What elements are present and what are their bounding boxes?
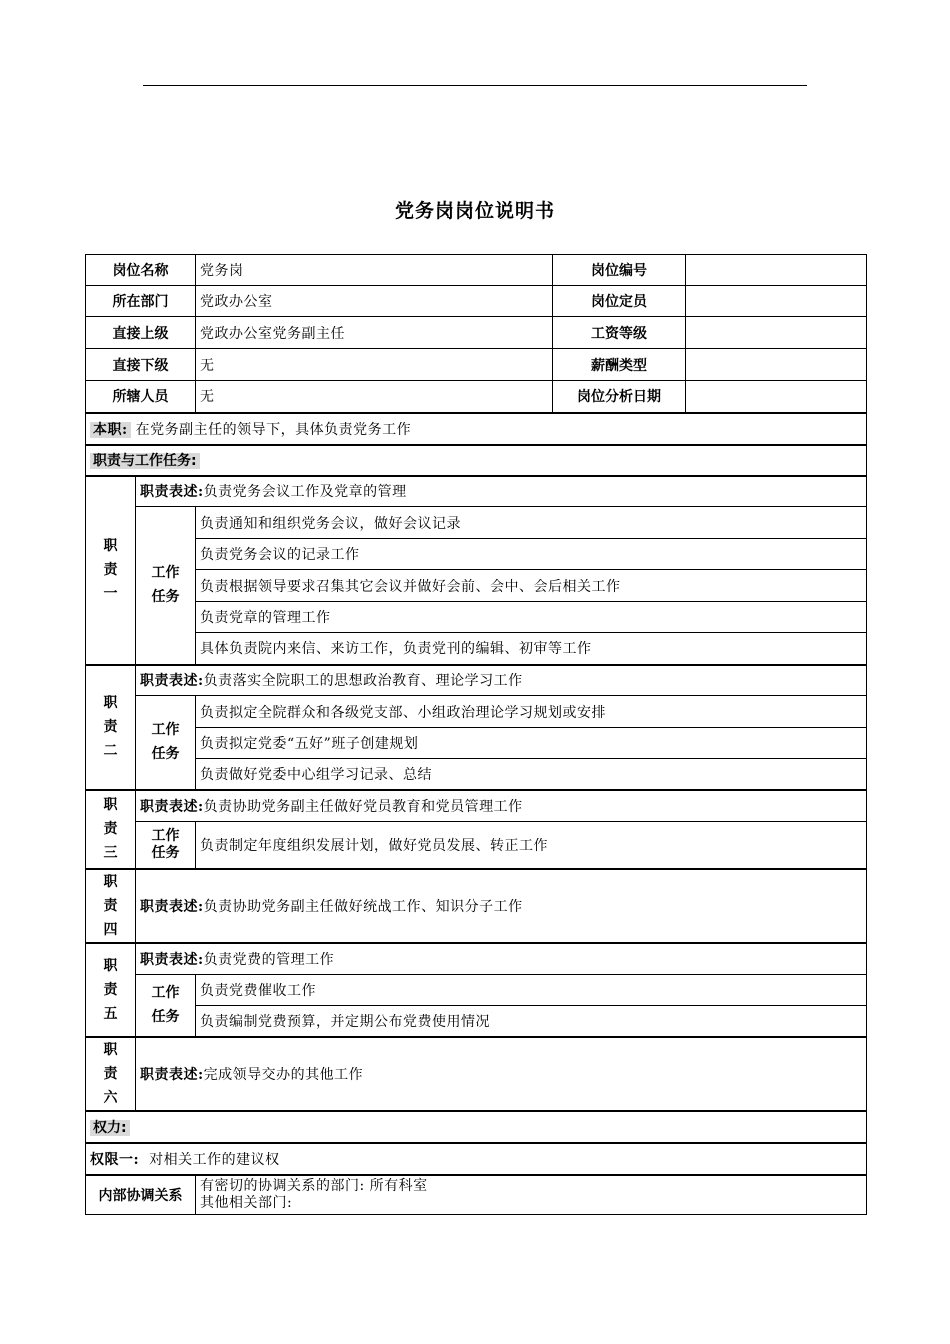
task-row xyxy=(86,728,867,759)
info-row xyxy=(86,286,867,317)
power-header xyxy=(86,1111,867,1143)
task-item: 负责党章的管理工作 xyxy=(196,602,867,633)
info-value: 党政办公室党务副主任 xyxy=(196,317,553,349)
coordination-row xyxy=(86,1175,867,1215)
info-label: 直接下级 xyxy=(86,349,196,381)
info-label: 工资等级 xyxy=(553,317,686,349)
power-header-row xyxy=(86,1111,867,1143)
document-title: 党务岗岗位说明书 xyxy=(394,200,555,222)
info-label: 薪酬类型 xyxy=(553,349,686,381)
duty-row xyxy=(86,790,867,822)
task-item: 负责做好党委中心组学习记录、总结 xyxy=(196,759,867,790)
duty-desc-text: 负责协助党务副主任做好统战工作、知识分子工作 xyxy=(203,898,523,915)
coordination-detail xyxy=(196,1175,867,1215)
task-row xyxy=(86,507,867,539)
info-row xyxy=(86,255,867,286)
duty-description xyxy=(136,869,867,943)
duty-label: 职 责 六 xyxy=(86,1037,136,1111)
duty-label: 职 责 二 xyxy=(86,665,136,790)
core-duty-text: 在党务副主任的领导下，具体负责党务工作 xyxy=(135,421,412,438)
power-limit-label: 权限一: xyxy=(90,1151,140,1168)
power-header-label: 权力: xyxy=(90,1120,130,1136)
duty-desc-label: 职责表述: xyxy=(140,798,204,815)
duty-row xyxy=(86,1037,867,1111)
task-row xyxy=(86,570,867,602)
header-rule xyxy=(143,85,807,86)
info-label: 所在部门 xyxy=(86,286,196,317)
info-value: 无 xyxy=(196,349,553,381)
info-row xyxy=(86,349,867,381)
info-value: 党政办公室 xyxy=(196,286,553,317)
task-label: 工作 任务 xyxy=(136,822,196,869)
task-row xyxy=(86,602,867,633)
duties-header xyxy=(86,445,867,476)
info-label: 岗位编号 xyxy=(553,255,686,286)
duty-desc-label: 职责表述: xyxy=(140,951,204,968)
duty-description xyxy=(136,476,867,507)
task-label: 工作 任务 xyxy=(136,975,196,1037)
info-label: 所辖人员 xyxy=(86,381,196,413)
task-item: 负责党务会议的记录工作 xyxy=(196,539,867,570)
task-row xyxy=(86,822,867,869)
duties-header-label: 职责与工作任务: xyxy=(90,453,200,469)
task-row xyxy=(86,975,867,1006)
duty-desc-text: 负责党务会议工作及党章的管理 xyxy=(203,484,407,501)
task-item: 负责通知和组织党务会议，做好会议记录 xyxy=(196,507,867,539)
coordination-line: 有密切的协调关系的部门: 所有科室 xyxy=(200,1177,428,1194)
info-row xyxy=(86,381,867,413)
duty-desc-label: 职责表述: xyxy=(140,898,204,915)
duty-row xyxy=(86,943,867,975)
info-label: 岗位分析日期 xyxy=(553,381,686,413)
task-row xyxy=(86,539,867,570)
task-item: 具体负责院内来信、来访工作，负责党刊的编辑、初审等工作 xyxy=(196,633,867,665)
duty-label: 职 责 四 xyxy=(86,869,136,943)
duty-row xyxy=(86,476,867,507)
info-value xyxy=(686,286,867,317)
task-row xyxy=(86,633,867,665)
duty-label: 职 责 五 xyxy=(86,943,136,1037)
task-item: 负责制定年度组织发展计划，做好党员发展、转正工作 xyxy=(196,822,867,869)
duty-row xyxy=(86,665,867,696)
info-value xyxy=(686,255,867,286)
duty-label: 职 责 一 xyxy=(86,476,136,665)
core-duty-label: 本职: xyxy=(90,422,131,438)
duty-label: 职 责 三 xyxy=(86,790,136,869)
task-item: 负责根据领导要求召集其它会议并做好会前、会中、会后相关工作 xyxy=(196,570,867,602)
task-label: 工作 任务 xyxy=(136,696,196,790)
info-row xyxy=(86,317,867,349)
duty-desc-label: 职责表述: xyxy=(140,1066,204,1083)
task-item: 负责编制党费预算，并定期公布党费使用情况 xyxy=(196,1006,867,1037)
duty-description xyxy=(136,1037,867,1111)
power-limit xyxy=(86,1143,867,1175)
task-item: 负责拟定全院群众和各级党支部、小组政治理论学习规划或安排 xyxy=(196,696,867,728)
duty-description xyxy=(136,790,867,822)
duty-description xyxy=(136,943,867,975)
coordination-line: 其他相关部门: xyxy=(200,1194,293,1211)
job-description-table xyxy=(85,254,867,1215)
duty-desc-text: 负责落实全院职工的思想政治教育、理论学习工作 xyxy=(203,673,523,690)
info-value xyxy=(686,349,867,381)
task-row xyxy=(86,759,867,790)
info-label: 岗位定员 xyxy=(553,286,686,317)
task-row xyxy=(86,696,867,728)
duty-desc-text: 负责协助党务副主任做好党员教育和党员管理工作 xyxy=(203,798,523,815)
task-row xyxy=(86,1006,867,1037)
duty-description xyxy=(136,665,867,696)
info-label: 岗位名称 xyxy=(86,255,196,286)
power-limit-row xyxy=(86,1143,867,1175)
core-duty-row xyxy=(86,413,867,445)
duty-desc-text: 完成领导交办的其他工作 xyxy=(203,1066,364,1083)
info-label: 直接上级 xyxy=(86,317,196,349)
task-item: 负责党费催收工作 xyxy=(196,975,867,1006)
info-value: 无 xyxy=(196,381,553,413)
task-item: 负责拟定党委“五好”班子创建规划 xyxy=(196,728,867,759)
duty-desc-text: 负责党费的管理工作 xyxy=(203,951,335,968)
duty-desc-label: 职责表述: xyxy=(140,484,204,501)
core-duty xyxy=(86,413,867,445)
info-value: 党务岗 xyxy=(196,255,553,286)
duties-header-row xyxy=(86,445,867,476)
task-label: 工作 任务 xyxy=(136,507,196,665)
duty-desc-label: 职责表述: xyxy=(140,673,204,690)
coordination-label: 内部协调关系 xyxy=(86,1175,196,1215)
info-value xyxy=(686,317,867,349)
info-value xyxy=(686,381,867,413)
power-limit-text: 对相关工作的建议权 xyxy=(149,1151,280,1168)
duty-row xyxy=(86,869,867,943)
